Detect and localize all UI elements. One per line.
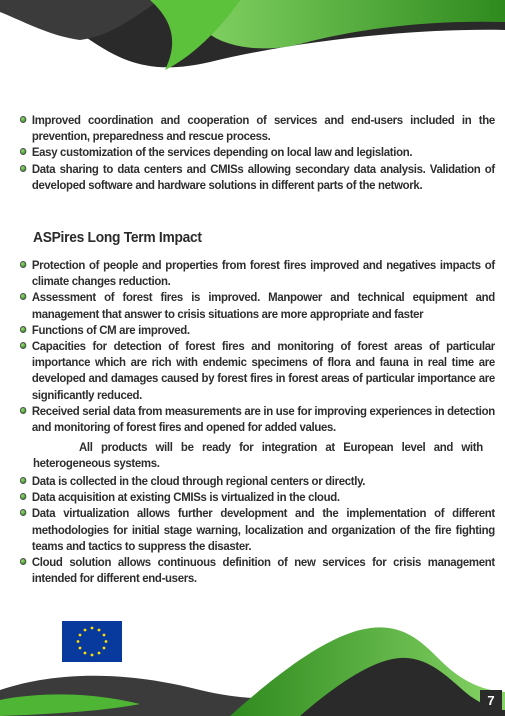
list-item: Protection of people and properties from forest fires improved and negatives impacts of climate changes reduction. [19,257,495,289]
bullet-icon [20,261,26,268]
bullet-icon [20,342,26,349]
bullet-icon [20,165,26,172]
list-item: Functions of CM are improved. [19,322,495,338]
impact-bullet-list [19,257,495,435]
bullet-icon [20,509,26,516]
list-item: Data virtualization allows further development and the implementation of different methodologies for initial stage warning, localization and organization of the fire fighting teams and tactics to suppress the disaster. [19,505,495,554]
eu-flag-icon [62,621,122,662]
bullet-icon [20,407,26,414]
bullet-icon [20,116,26,123]
intro-bullet-list [19,112,495,193]
top-decoration [0,0,505,80]
list-item: Assessment of forest fires is improved. Manpower and technical equipment and management that answer to crisis situations are more appropriate and faster [19,289,495,321]
list-item: Easy customization of the services depending on local law and legislation. [19,144,495,160]
cloud-bullet-list [19,473,495,586]
list-item: Data is collected in the cloud through regional centers or directly. [19,473,495,489]
bullet-icon [20,558,26,565]
list-item: Cloud solution allows continuous definition of new services for crisis management intended for different end-users. [19,554,495,586]
list-item: Improved coordination and cooperation of services and end-users included in the prevention, preparedness and rescue process. [19,112,495,144]
indented-paragraph: All products will be ready for integration at European level and with heterogeneous systems. [33,440,483,471]
bullet-icon [20,493,26,500]
list-item: Capacities for detection of forest fires and monitoring of forest areas of particular importance which are rich with endemic specimens of flora and fauna in real time are developed and damages caused by forest fires in forest areas of particular importance are significantly reduced. [19,338,495,403]
bullet-icon [20,477,26,484]
list-item: Received serial data from measurements are in use for improving experiences in detection and monitoring of forest fires and opened for added values. [19,403,495,435]
page-number: 7 [480,690,502,712]
section-heading: ASPires Long Term Impact [33,229,202,246]
bullet-icon [20,293,26,300]
list-item: Data acquisition at existing CMISs is virtualized in the cloud. [19,489,495,505]
bullet-icon [20,148,26,155]
list-item: Data sharing to data centers and CMISs allowing secondary data analysis. Validation of developed software and hardware solutions in different parts of the network. [19,161,495,193]
bullet-icon [20,326,26,333]
